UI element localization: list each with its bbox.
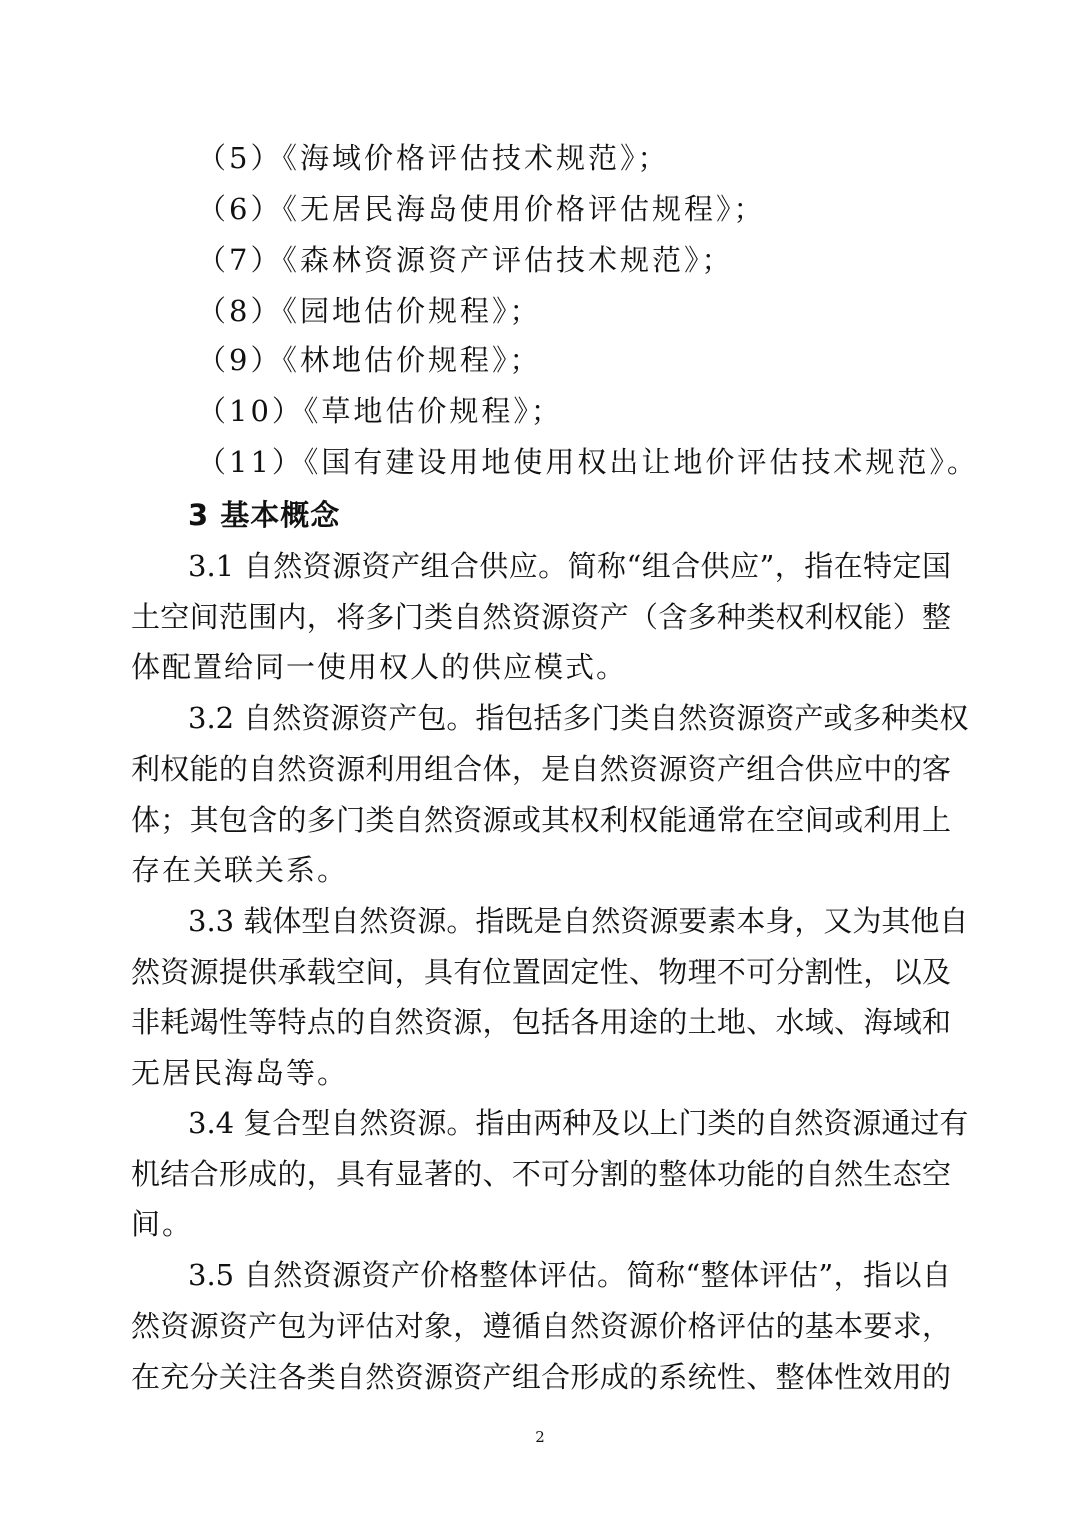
paragraph-3-5-line-3: 在充分关注各类自然资源资产组合形成的系统性、整体性效用的 bbox=[131, 1360, 951, 1394]
paragraph-3-3-line-4: 无居民海岛等。 bbox=[131, 1056, 349, 1090]
paragraph-3-2-line-3: 体；其包含的多门类自然资源或其权利权能通常在空间或利用上 bbox=[131, 803, 951, 837]
reference-item-5: （5）《海域价格评估技术规范》； bbox=[197, 141, 670, 175]
reference-item-7: （7）《森林资源资产评估技术规范》； bbox=[197, 243, 734, 277]
paragraph-3-5-line-2: 然资源资产包为评估对象，遵循自然资源价格评估的基本要求， bbox=[131, 1309, 951, 1343]
paragraph-3-2-line-4: 存在关联关系。 bbox=[131, 853, 349, 887]
paragraph-3-4-line-3: 间。 bbox=[131, 1207, 194, 1241]
paragraph-3-4-line-1: 3.4 复合型自然资源。指由两种及以上门类的自然资源通过有 bbox=[188, 1106, 969, 1140]
page-number: 2 bbox=[535, 1428, 545, 1446]
paragraph-3-2-line-2: 利权能的自然资源利用组合体，是自然资源资产组合供应中的客 bbox=[131, 752, 951, 786]
reference-item-8: （8）《园地估价规程》； bbox=[197, 294, 542, 328]
reference-item-11: （11）《国有建设用地使用权出让地价评估技术规范》。 bbox=[197, 445, 979, 479]
paragraph-3-3-line-2: 然资源提供承载空间，具有位置固定性、物理不可分割性，以及 bbox=[131, 955, 951, 989]
paragraph-3-5-line-1: 3.5 自然资源资产价格整体评估。简称“整体评估”，指以自 bbox=[188, 1258, 951, 1292]
paragraph-3-4-line-2: 机结合形成的，具有显著的、不可分割的整体功能的自然生态空 bbox=[131, 1157, 951, 1191]
paragraph-3-3-line-3: 非耗竭性等特点的自然资源，包括各用途的土地、水域、海域和 bbox=[131, 1005, 951, 1039]
paragraph-3-1-line-1: 3.1 自然资源资产组合供应。简称“组合供应”，指在特定国 bbox=[188, 549, 951, 583]
reference-item-6: （6）《无居民海岛使用价格评估规程》； bbox=[197, 192, 766, 226]
reference-item-10: （10）《草地估价规程》； bbox=[197, 394, 563, 428]
paragraph-3-1-line-2: 土空间范围内，将多门类自然资源资产（含多种类权利权能）整 bbox=[131, 600, 951, 634]
reference-item-9: （9）《林地估价规程》； bbox=[197, 343, 542, 377]
paragraph-3-3-line-1: 3.3 载体型自然资源。指既是自然资源要素本身，又为其他自 bbox=[188, 904, 969, 938]
paragraph-3-2-line-1: 3.2 自然资源资产包。指包括多门类自然资源资产或多种类权 bbox=[188, 701, 969, 735]
paragraph-3-1-line-3: 体配置给同一使用权人的供应模式。 bbox=[131, 650, 628, 684]
section-heading: 3 基本概念 bbox=[188, 498, 341, 532]
